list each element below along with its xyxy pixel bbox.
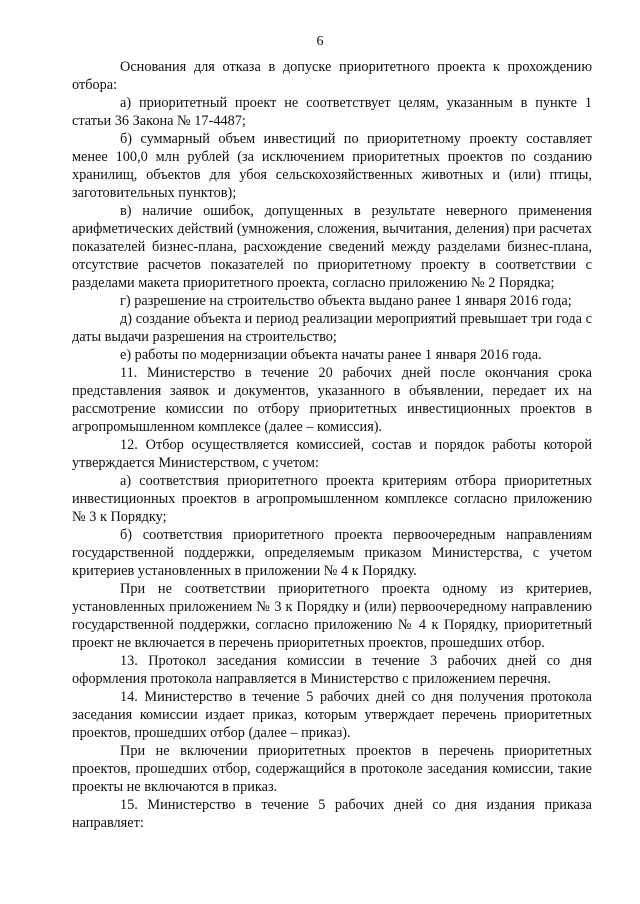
page-number: 6 [316,34,324,49]
paragraph: 11. Министерство в течение 20 рабочих дней после окончания срока представления заявок и документов, указанного в объявлении, передает их на рассмотрение комиссии по отбору приоритетных инвестиционных проектов в агропромышленном комплексе (далее – комиссия). [72,365,592,435]
paragraph: 15. Министерство в течение 5 рабочих дней со дня издания приказа направляет: [72,797,592,831]
document-body [72,58,592,832]
paragraph: е) работы по модернизации объекта начаты ранее 1 января 2016 года. [120,347,542,363]
paragraph: 14. Министерство в течение 5 рабочих дней со дня получения протокола заседания комиссии издает приказ, которым утверждает перечень приоритетных проектов, прошедших отбор (далее – приказ). [72,689,592,741]
paragraph: При не включении приоритетных проектов в перечень приоритетных проектов, прошедших отбор, содержащийся в протоколе заседания комиссии, такие проекты не включаются в приказ. [72,743,592,795]
paragraph: д) создание объекта и период реализации мероприятий превышает три года с даты выдачи разрешения на строительство; [72,311,592,345]
paragraph: б) соответствия приоритетного проекта первоочередным направлениям государственной поддержки, определяемым приказом Министерства, с учетом критериев установленных в приложении № 4 к Порядку. [72,527,592,579]
paragraph: б) суммарный объем инвестиций по приоритетному проекту составляет менее 100,0 млн рублей (за исключением приоритетных проектов по созданию хранилищ, объектов для убоя сельскохозяйственных животных и (или) птицы, заготовительных пунктов); [72,131,592,201]
paragraph: При не соответствии приоритетного проекта одному из критериев, установленных приложением № 3 к Порядку и (или) первоочередному направлению государственной поддержки, согласно приложению № 4 к Порядку, приоритетный проект не включается в перечень приоритетных проектов, прошедших отбор. [72,581,592,651]
paragraph: г) разрешение на строительство объекта выдано ранее 1 января 2016 года; [120,293,572,309]
paragraph: а) соответствия приоритетного проекта критериям отбора приоритетных инвестиционных проектов в агропромышленном комплексе согласно приложению № 3 к Порядку; [72,473,592,525]
paragraph: в) наличие ошибок, допущенных в результате неверного применения арифметических действий (умножения, сложения, вычитания, деления) при расчетах показателей бизнес-плана, расхождение сведений между разделами бизнес-плана, отсутствие расчетов показателей по приоритетному проекту в соответствии с разделами макета приоритетного проекта, согласно приложению № 2 Порядка; [72,203,592,291]
paragraph: а) приоритетный проект не соответствует целям, указанным в пункте 1 статьи 36 Закона № 17-4487; [72,95,592,129]
paragraph: 12. Отбор осуществляется комиссией, состав и порядок работы которой утверждается Министерством, с учетом: [72,437,592,471]
paragraph: Основания для отказа в допуске приоритетного проекта к прохождению отбора: [72,59,592,93]
paragraph: 13. Протокол заседания комиссии в течение 3 рабочих дней со дня оформления протокола направляется в Министерство с приложением перечня. [72,653,592,687]
